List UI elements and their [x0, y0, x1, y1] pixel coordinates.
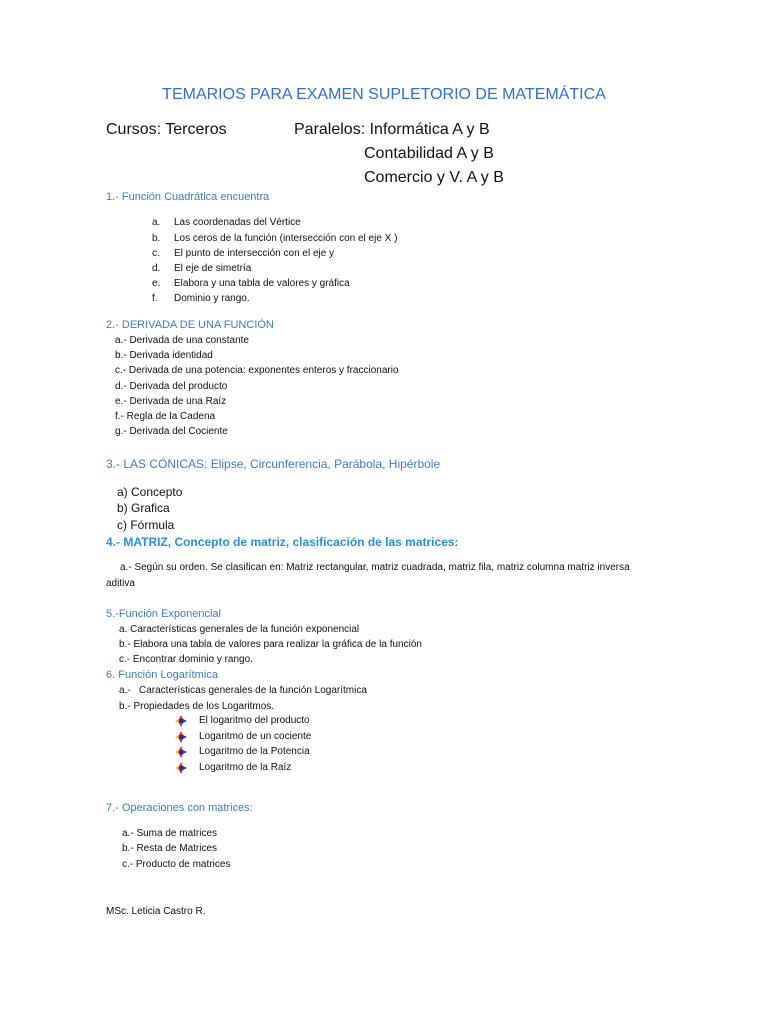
list-item: Dominio y rango. — [174, 293, 250, 304]
paralelos-line-2: Contabilidad A y B — [364, 145, 494, 162]
list-item-letter: e. — [152, 278, 161, 289]
four-color-arrow-bullet-icon — [175, 762, 187, 774]
list-item: c.- Producto de matrices — [122, 859, 231, 870]
list-item-letter: a. — [152, 217, 161, 228]
section-1-heading: 1.- Función Cuadrática encuentra — [106, 191, 270, 203]
list-item: a) Concepto — [117, 485, 183, 499]
list-item: El logaritmo del producto — [199, 715, 310, 726]
list-item: Elabora y una tabla de valores y gráfica — [174, 278, 350, 289]
list-item: c.- Derivada de una potencia: exponentes enteros y fraccionario — [115, 365, 399, 376]
section-6-heading: 6. Función Logarítmica — [106, 669, 218, 681]
list-item: b.- Propiedades de los Logaritmos. — [119, 701, 275, 712]
four-color-arrow-bullet-icon — [175, 731, 187, 743]
list-item: b.- Derivada identidad — [115, 350, 213, 361]
list-item: e.- Derivada de una Raíz — [115, 396, 227, 407]
list-item: b.- Elabora una tabla de valores para realizar la gráfica de la función — [119, 639, 422, 650]
list-item-letter: f. — [152, 293, 158, 304]
section-4-line-1: a.- Según su orden. Se clasifican en: Matriz rectangular, matriz cuadrada, matriz fila, matriz columna matriz inversa — [120, 562, 630, 573]
list-item: Logaritmo de la Potencia — [199, 746, 310, 757]
four-color-arrow-bullet-icon — [175, 715, 187, 727]
list-item: Logaritmo de un cociente — [199, 731, 312, 742]
list-item-letter: d. — [152, 263, 161, 274]
section-7-heading: 7.- Operaciones con matrices: — [106, 802, 253, 814]
section-5-heading: 5.-Función Exponencial — [106, 608, 221, 620]
list-item: g.- Derivada del Cociente — [115, 426, 228, 437]
paralelos-line-1: Paralelos: Informática A y B — [294, 121, 490, 138]
section-2-heading: 2.- DERIVADA DE UNA FUNCIÓN — [106, 319, 274, 331]
list-item-letter: c. — [152, 248, 160, 259]
list-item: f.- Regla de la Cadena — [115, 411, 216, 422]
section-4-line-2: aditiva — [106, 578, 135, 589]
list-item: Los ceros de la función (intersección con el eje X ) — [174, 233, 398, 244]
list-item: Las coordenadas del Vértice — [174, 217, 301, 228]
list-item: a.- Derivada de una constante — [115, 335, 249, 346]
paralelos-line-3: Comercio y V. A y B — [364, 169, 504, 186]
list-item: d.- Derivada del producto — [115, 381, 228, 392]
section-4-heading: 4.- MATRIZ, Concepto de matriz, clasificación de las matrices: — [106, 535, 459, 549]
list-item: El punto de intersección con el eje y — [174, 248, 335, 259]
list-item: Logaritmo de la Raíz — [199, 762, 292, 773]
section-3-heading: 3.- LAS CÓNICAS: Elipse, Circunferencia, Parábola, Hipérbole — [106, 457, 441, 471]
list-item: a.- Características generales de la función Logarítmica — [119, 685, 367, 696]
signature: MSc. Leticia Castro R. — [106, 906, 206, 917]
list-item: El eje de simetría — [174, 263, 252, 274]
cursos-label: Cursos: Terceros — [106, 121, 227, 138]
list-item: b) Grafica — [117, 501, 170, 515]
page-title: TEMARIOS PARA EXAMEN SUPLETORIO DE MATEMÁTICA — [162, 86, 606, 103]
list-item: c.- Encontrar dominio y rango. — [119, 654, 253, 665]
list-item-letter: b. — [152, 233, 161, 244]
list-item: a.- Suma de matrices — [122, 828, 218, 839]
list-item: c) Fórmula — [117, 518, 175, 532]
four-color-arrow-bullet-icon — [175, 746, 187, 758]
list-item: b.- Resta de Matrices — [122, 843, 218, 854]
list-item: a. Características generales de la función exponencial — [119, 624, 360, 635]
